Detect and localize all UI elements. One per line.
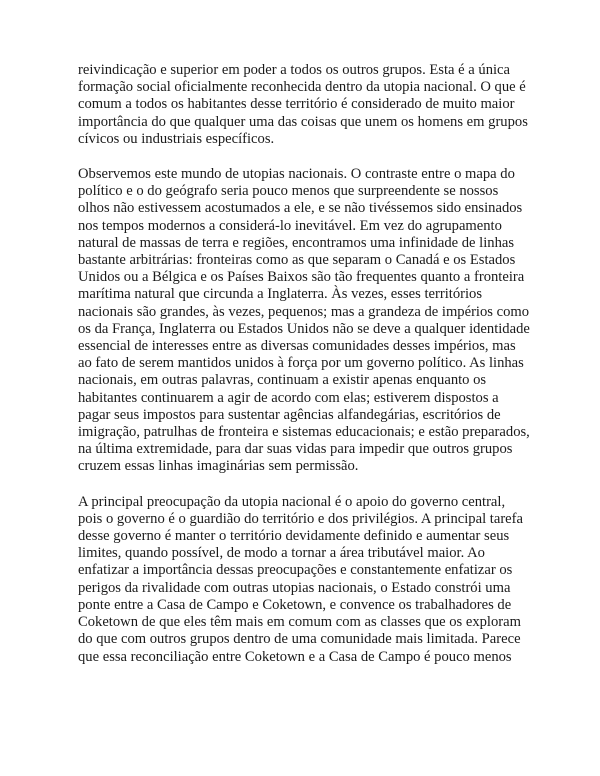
document-page — [78, 62, 530, 684]
paragraph-2: Observemos este mundo de utopias nacionais. O contraste entre o mapa do político e o do geógrafo seria pouco menos que surpreendente se nossos olhos não estivessem acostumados a ele, e se não tivéssemos sido ensinados nos tempos modernos a considerá-lo inevitável. Em vez do agrupamento natural de massas de terra e regiões, encontramos uma infinidade de linhas bastante arbitrárias: fronteiras como as que separam o Canadá e os Estados Unidos ou a Bélgica e os Países Baixos são tão frequentes quanto a fronteira marítima natural que circunda a Inglaterra. Às vezes, esses territórios nacionais são grandes, às vezes, pequenos; mas a grandeza de impérios como os da França, Inglaterra ou Estados Unidos não se deve a qualquer identidade essencial de interesses entre as diversas comunidades desses impérios, mas ao fato de serem mantidos unidos à força por um governo político. As linhas nacionais, em outras palavras, continuam a existir apenas enquanto os habitantes continuarem a agir de acordo com elas; estiverem dispostos a pagar seus impostos para sustentar agências alfandegárias, escritórios de imigração, patrulhas de fronteira e sistemas educacionais; e estão preparados, na última extremidade, para dar suas vidas para impedir que outros grupos cruzem essas linhas imaginárias sem permissão. — [78, 166, 530, 475]
paragraph-3: A principal preocupação da utopia nacional é o apoio do governo central, pois o governo é o guardião do território e dos privilégios. A principal tarefa desse governo é manter o território devidamente definido e aumentar seus limites, quando possível, de modo a tornar a área tributável maior. Ao enfatizar a importância dessas preocupações e constantemente enfatizar os perigos da rivalidade com outras utopias nacionais, o Estado constrói uma ponte entre a Casa de Campo e Coketown, e convence os trabalhadores de Coketown de que eles têm mais em comum com as classes que os exploram do que com outros grupos dentro de uma comunidade mais limitada. Parece que essa reconciliação entre Coketown e a Casa de Campo é pouco menos — [78, 493, 523, 665]
paragraph-1: reivindicação e superior em poder a todos os outros grupos. Esta é a única formação social oficialmente reconhecida dentro da utopia nacional. O que é comum a todos os habitantes desse território é considerado de muito maior importância do que qualquer uma das coisas que unem os homens em grupos cívicos ou industriais específicos. — [78, 62, 528, 147]
